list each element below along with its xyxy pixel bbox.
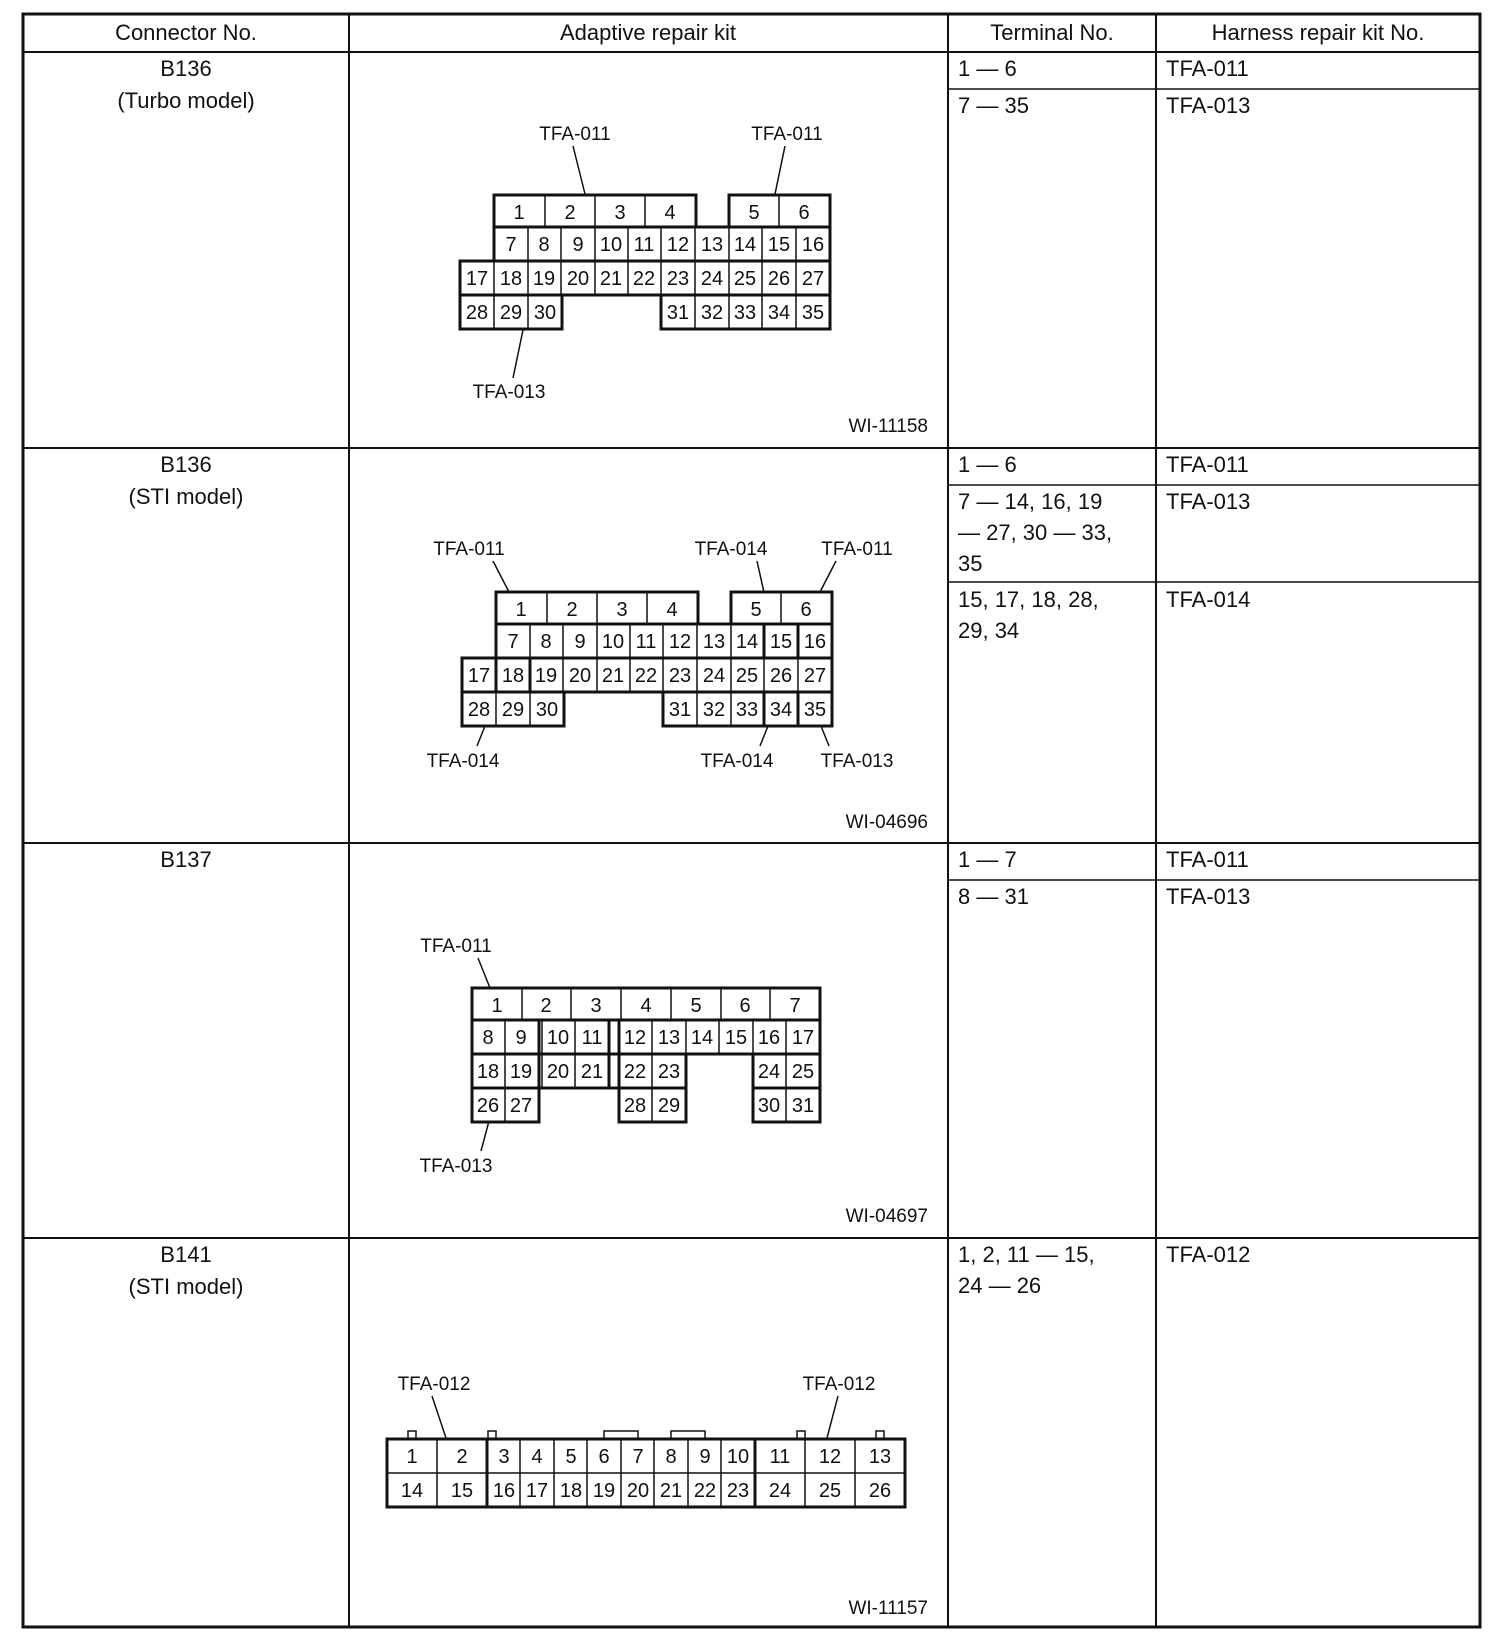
callout-label [433,539,509,592]
connector-diagram [460,124,928,437]
pin-number: 27 [801,268,825,290]
pin-number: 24 [768,1480,792,1502]
terminal-range: 1 — 6 [958,452,1017,477]
pin-number: 20 [626,1480,650,1502]
pin-number: 21 [580,1061,604,1083]
connector-no: B137 [160,847,212,872]
pin-number: 10 [726,1446,750,1468]
pin-number: 23 [726,1480,750,1502]
pin-number: 10 [599,234,623,256]
connector-diagram [387,1374,928,1619]
table-row-b136-turbo [117,56,1250,437]
pin-number: 34 [767,302,791,324]
pin-number: 16 [757,1027,781,1049]
svg-text:TFA-013: TFA-013 [820,751,894,772]
pin-number: 15 [769,631,793,653]
terminal-range: 7 — 35 [958,93,1029,118]
pin-number: 23 [657,1061,681,1083]
pin-number: 19 [592,1480,616,1502]
harness-kit-no: TFA-012 [1166,1242,1251,1267]
pin-number: 25 [818,1480,842,1502]
connector-no: B136 [160,452,212,477]
pin-number: 16 [492,1480,516,1502]
pin-number: 29 [657,1095,681,1117]
pin-number: 32 [702,699,726,721]
pin-number: 14 [735,631,759,653]
pin-number: 33 [735,699,759,721]
terminal-range: 29, 34 [958,618,1020,643]
pin-number: 27 [803,665,827,687]
pin-number: 20 [546,1061,570,1083]
pin-number: 1 [491,995,503,1017]
pin-number: 7 [507,631,519,653]
pin-number: 25 [733,268,757,290]
pin-number: 7 [789,995,801,1017]
header-adaptive-repair-kit: Adaptive repair kit [559,20,737,45]
pin-number: 22 [632,268,656,290]
pin-number: 11 [633,234,655,256]
header-harness-repair-kit-no: Harness repair kit No. [1211,20,1425,45]
terminal-range: 35 [958,551,983,576]
pin-number: 10 [546,1027,570,1049]
pin-number: 20 [566,268,590,290]
pin-number: 26 [868,1480,892,1502]
pin-number: 12 [668,631,692,653]
pin-number: 3 [590,995,602,1017]
svg-text:TFA-014: TFA-014 [426,751,500,772]
pin-number: 14 [690,1027,714,1049]
connector-diagram [420,936,928,1227]
callout-label [821,726,894,772]
pin-number: 7 [505,234,517,256]
pin-number: 32 [700,302,724,324]
pin-number: 8 [540,631,552,653]
pin-number: 25 [735,665,759,687]
pin-number: 15 [767,234,791,256]
pin-number: 30 [535,699,559,721]
terminal-range: 15, 17, 18, 28, [958,587,1099,612]
connector-no: B136 [160,56,212,81]
pin-number: 35 [801,302,825,324]
pin-number: 2 [540,995,552,1017]
pin-number: 29 [501,699,525,721]
connector-no: B141 [160,1242,212,1267]
pin-number: 26 [769,665,793,687]
callout-label [420,1121,493,1177]
pin-number: 3 [498,1446,510,1468]
pin-number: 2 [564,202,576,224]
terminal-range: 1, 2, 11 — 15, [958,1242,1095,1267]
pin-number: 18 [476,1061,500,1083]
pin-number: 26 [767,268,791,290]
pin-number: 11 [581,1027,603,1049]
pin-number: 21 [599,268,623,290]
pin-number: 19 [532,268,556,290]
callout-label [803,1374,876,1438]
harness-kit-no: TFA-013 [1166,884,1251,909]
pin-number: 28 [623,1095,647,1117]
pin-number: 16 [801,234,825,256]
pin-number: 5 [565,1446,577,1468]
pin-number: 10 [601,631,625,653]
harness-kit-no: TFA-013 [1166,93,1251,118]
pin-number: 6 [798,202,810,224]
callout-label [820,539,893,592]
pin-number: 5 [748,202,760,224]
terminal-range: 8 — 31 [958,884,1029,909]
pin-number: 20 [568,665,592,687]
pin-number: 23 [668,665,692,687]
table-row-b137 [160,847,1250,1227]
callout-label [427,726,500,772]
terminal-range: — 27, 30 — 33, [958,520,1113,545]
pin-number: 17 [525,1480,549,1502]
pin-number: 9 [699,1446,711,1468]
connector-model: (STI model) [128,484,244,509]
pin-number: 11 [769,1446,791,1468]
callout-label [539,124,610,194]
figure-id: WI-11157 [848,1598,928,1619]
pin-number: 18 [499,268,523,290]
pin-number: 11 [635,631,657,653]
pin-number: 22 [693,1480,717,1502]
pin-number: 13 [700,234,724,256]
pin-number: 14 [733,234,757,256]
table-header [115,20,1424,45]
pin-number: 9 [515,1027,527,1049]
harness-kit-no: TFA-011 [1166,452,1249,477]
harness-kit-no: TFA-013 [1166,489,1251,514]
pin-number: 30 [757,1095,781,1117]
pin-number: 6 [598,1446,610,1468]
connector-model: (STI model) [128,1274,244,1299]
svg-text:TFA-011: TFA-011 [751,124,823,145]
pin-number: 8 [665,1446,677,1468]
pin-number: 34 [769,699,793,721]
svg-text:TFA-012: TFA-012 [802,1374,876,1395]
pin-number: 3 [614,202,626,224]
pin-number: 4 [640,995,652,1017]
pin-number: 31 [668,699,692,721]
harness-kit-no: TFA-011 [1166,847,1249,872]
svg-text:TFA-014: TFA-014 [694,539,768,560]
pin-number: 22 [623,1061,647,1083]
pin-number: 9 [572,234,584,256]
pin-number: 12 [623,1027,647,1049]
pin-number: 24 [700,268,724,290]
pin-number: 16 [803,631,827,653]
pin-number: 6 [800,599,812,621]
pin-number: 6 [739,995,751,1017]
harness-kit-no: TFA-011 [1166,56,1249,81]
pin-number: 21 [659,1480,683,1502]
pin-number: 1 [406,1446,418,1468]
callout-label [420,936,491,988]
pin-number: 13 [657,1027,681,1049]
pin-number: 12 [666,234,690,256]
pin-number: 15 [450,1480,474,1502]
pin-number: 24 [702,665,726,687]
svg-text:TFA-013: TFA-013 [419,1156,493,1177]
callout-label [398,1374,471,1438]
pin-number: 15 [724,1027,748,1049]
pin-number: 4 [531,1446,543,1468]
svg-text:TFA-012: TFA-012 [397,1374,471,1395]
terminal-range: 1 — 6 [958,56,1017,81]
pin-number: 17 [791,1027,815,1049]
pin-number: 5 [750,599,762,621]
connector-model: (Turbo model) [117,88,255,113]
pin-number: 31 [666,302,690,324]
pin-number: 13 [868,1446,892,1468]
svg-text:TFA-011: TFA-011 [420,936,492,957]
pin-number: 7 [632,1446,644,1468]
header-terminal-no: Terminal No. [990,20,1114,45]
pin-number: 29 [499,302,523,324]
pin-number: 13 [702,631,726,653]
harness-kit-no: TFA-014 [1166,587,1251,612]
terminal-range: 1 — 7 [958,847,1017,872]
terminal-range: 7 — 14, 16, 19 [958,489,1103,514]
svg-text:TFA-013: TFA-013 [472,382,546,403]
pin-number: 18 [559,1480,583,1502]
svg-text:TFA-014: TFA-014 [700,751,774,772]
terminal-range: 24 — 26 [958,1273,1042,1298]
pin-number: 18 [501,665,525,687]
pin-number: 1 [513,202,525,224]
pin-number: 14 [400,1480,424,1502]
svg-text:TFA-011: TFA-011 [433,539,505,560]
pin-number: 5 [690,995,702,1017]
pin-number: 35 [803,699,827,721]
pin-number: 22 [634,665,658,687]
pin-number: 8 [538,234,550,256]
pin-number: 2 [566,599,578,621]
pin-number: 17 [467,665,491,687]
callout-label [701,726,774,772]
pin-number: 2 [456,1446,468,1468]
pin-number: 25 [791,1061,815,1083]
pin-number: 23 [666,268,690,290]
figure-id: WI-04696 [845,812,928,833]
pin-number: 33 [733,302,757,324]
callout-label [473,330,546,403]
connector-diagram [427,539,928,833]
figure-id: WI-11158 [848,416,928,437]
pin-number: 31 [791,1095,815,1117]
pin-number: 9 [574,631,586,653]
pin-number: 12 [818,1446,842,1468]
pin-number: 8 [482,1027,494,1049]
pin-number: 1 [515,599,527,621]
svg-text:TFA-011: TFA-011 [821,539,893,560]
pin-number: 24 [757,1061,781,1083]
callout-label [751,124,822,194]
pin-number: 17 [465,268,489,290]
pin-number: 4 [664,202,676,224]
pin-number: 19 [509,1061,533,1083]
pin-number: 26 [476,1095,500,1117]
pin-number: 4 [666,599,678,621]
pin-number: 28 [467,699,491,721]
table-row-b141-sti [129,1242,1251,1619]
table-row-b136-sti [129,452,1251,833]
pin-number: 19 [534,665,558,687]
pin-number: 3 [616,599,628,621]
pin-number: 21 [601,665,625,687]
figure-id: WI-04697 [845,1206,928,1227]
header-connector-no: Connector No. [115,20,257,45]
svg-text:TFA-011: TFA-011 [539,124,611,145]
pin-number: 30 [533,302,557,324]
pin-number: 27 [509,1095,533,1117]
pin-number: 28 [465,302,489,324]
